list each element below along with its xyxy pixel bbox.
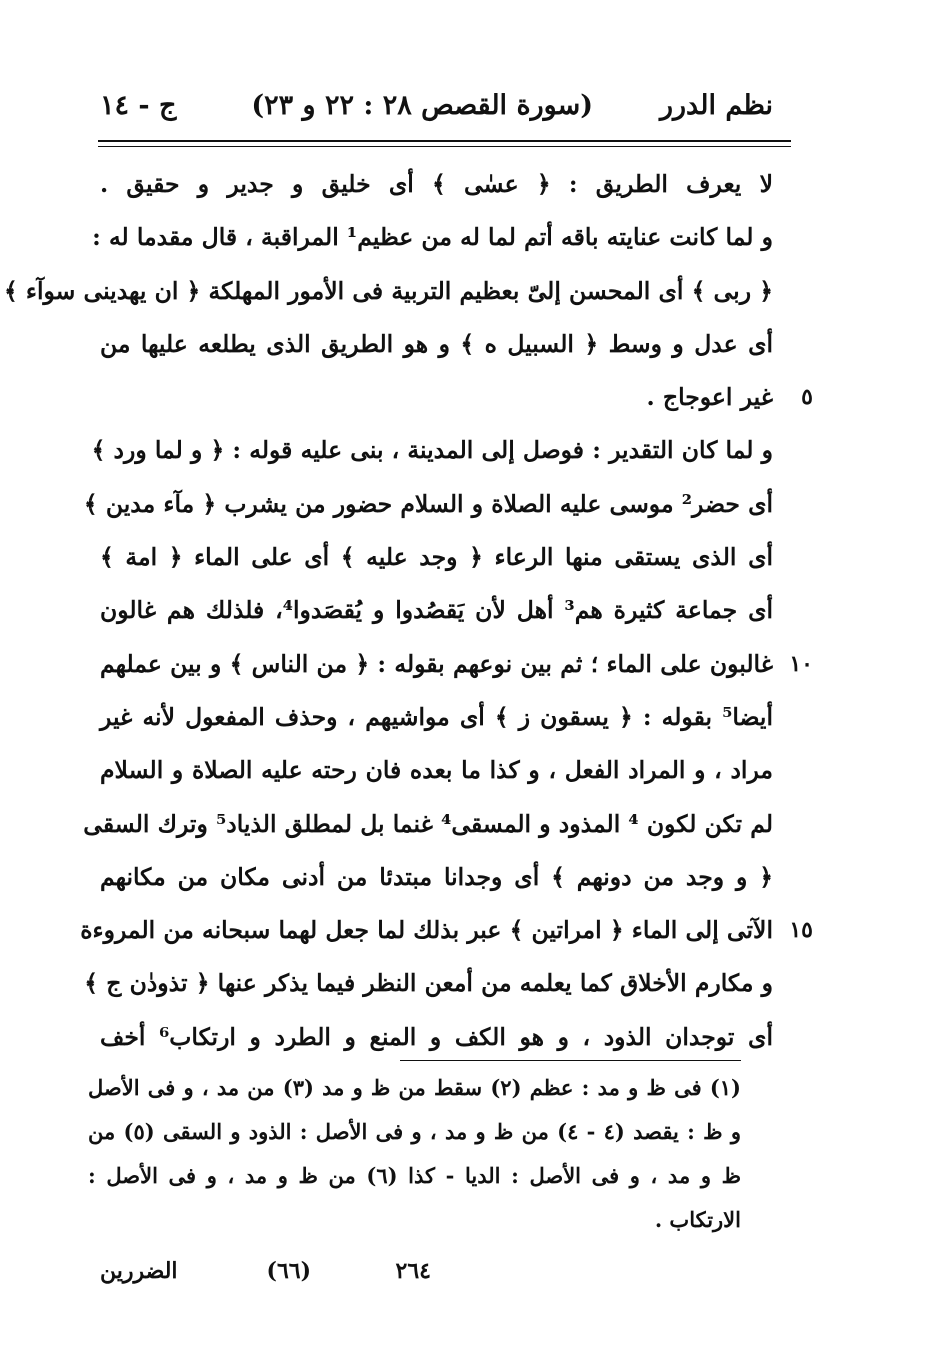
footnote-line: ظ و مد ، و فى الأصل : الديا - كذا (٦) من ظ و مد ، و فى الأصل : xyxy=(88,1163,741,1188)
running-header xyxy=(100,90,773,130)
footnotes xyxy=(88,1066,741,1242)
main-text xyxy=(3,158,813,1064)
volume-label: ج - ١٤ xyxy=(100,90,177,121)
book-title: نظم الدرر xyxy=(659,90,773,121)
line-number: ١٥ xyxy=(789,917,813,944)
line-number: ٥ xyxy=(801,384,813,411)
text-line: أى جماعة كثيرة هم³ أهل لأن يَقصُدوا و يُقصَدوا⁴، فلذلك هم غالون xyxy=(100,596,773,625)
header-rule-thin xyxy=(98,146,791,147)
text-line: و مكارم الأخلاق كما يعلمه من أمعن النظر فيما يذكر عنها ﴿ تذودٰن ج ﴾ xyxy=(84,969,773,998)
text-line: أى عدل و وسط ﴿ السبيل ه ﴾ و هو الطريق الذى يطلعه عليها من xyxy=(100,329,773,358)
page-number: ٢٦٤ xyxy=(395,1258,431,1284)
surah-reference: (سورة القصص ٢٨ : ٢٢ و ٢٣) xyxy=(251,90,593,121)
footnote-line: و ظ : يقصد (٤ - ٤) من ظ و مد ، و فى الأصل : الذود و السقى (٥) من xyxy=(88,1119,741,1144)
text-line: ﴿ و وجد من دونهم ﴾ أى وجدانا مبتدئا من أدنى مكان من مكانهم xyxy=(100,862,773,891)
text-line: لا يعرف الطريق : ﴿ عسٰى ﴾ أى خليق و جدير و حقيق . xyxy=(100,170,773,198)
line-number: ١٠ xyxy=(789,650,813,677)
text-line: أى حضر² موسى عليه الصلاة و السلام حضور من يشرب ﴿ مآء مدين ﴾ xyxy=(83,489,773,518)
footnote-rule xyxy=(400,1060,741,1061)
text-line: أيضا⁵ بقوله : ﴿ يسقون ز ﴾ أى مواشيهم ، وحذف المفعول لأنه غير xyxy=(100,702,773,731)
footnote-line: (١) فى ظ و مد : عظم (٢) سقط من ظ و مد (٣) من مد ، و فى الأصل xyxy=(88,1075,741,1100)
text-line: أى الذى يستقى منها الرعاء ﴿ وجد عليه ﴾ أى على الماء ﴿ امة ﴾ xyxy=(100,543,773,572)
catchword: الضررين xyxy=(100,1258,178,1284)
header-rule xyxy=(98,140,791,142)
text-line: ١٠ غالبون على الماء ؛ ثم بين نوعهم بقوله : ﴿ من الناس ﴾ و بين عملهم xyxy=(100,638,773,691)
sequence-number: (٦٦) xyxy=(266,1258,311,1284)
text-line: ١٥ الآتى إلى الماء ﴿ امراتين ﴾ عبر بذلك لما جعل لهما سبحانه من المروءة xyxy=(100,904,773,957)
text-line: مراد ، و المراد الفعل ، و كذا ما بعده فان رحته عليه الصلاة و السلام xyxy=(100,756,773,785)
footnote-line: الارتكاب . xyxy=(654,1207,741,1232)
text-line: و لما كانت عنايته باقه أتم لما له من عظيم¹ المراقبة ، قال مقدما له : xyxy=(92,223,773,252)
text-line: لم تكن لكون ⁴ المذود و المسقى⁴ غنما بل لمطلق الذياد⁵ وترك السقى xyxy=(83,809,773,838)
text-line: ٥ غير اعوجاج . xyxy=(100,371,773,424)
page-footer xyxy=(100,1258,741,1294)
text-line: أى توجدان الذود ، و هو الكف و المنع و الطرد و ارتكاب⁶ أخف xyxy=(100,1022,773,1051)
text-line: و لما كان التقدير : فوصل إلى المدينة ، بنى عليه قوله : ﴿ و لما ورد ﴾ xyxy=(91,436,773,465)
text-line: ﴿ ربى ﴾ أى المحسن إلىّ بعظيم التربية فى الأمور المهلكة ﴿ ان يهدينى سوآء ﴾ xyxy=(3,276,773,305)
